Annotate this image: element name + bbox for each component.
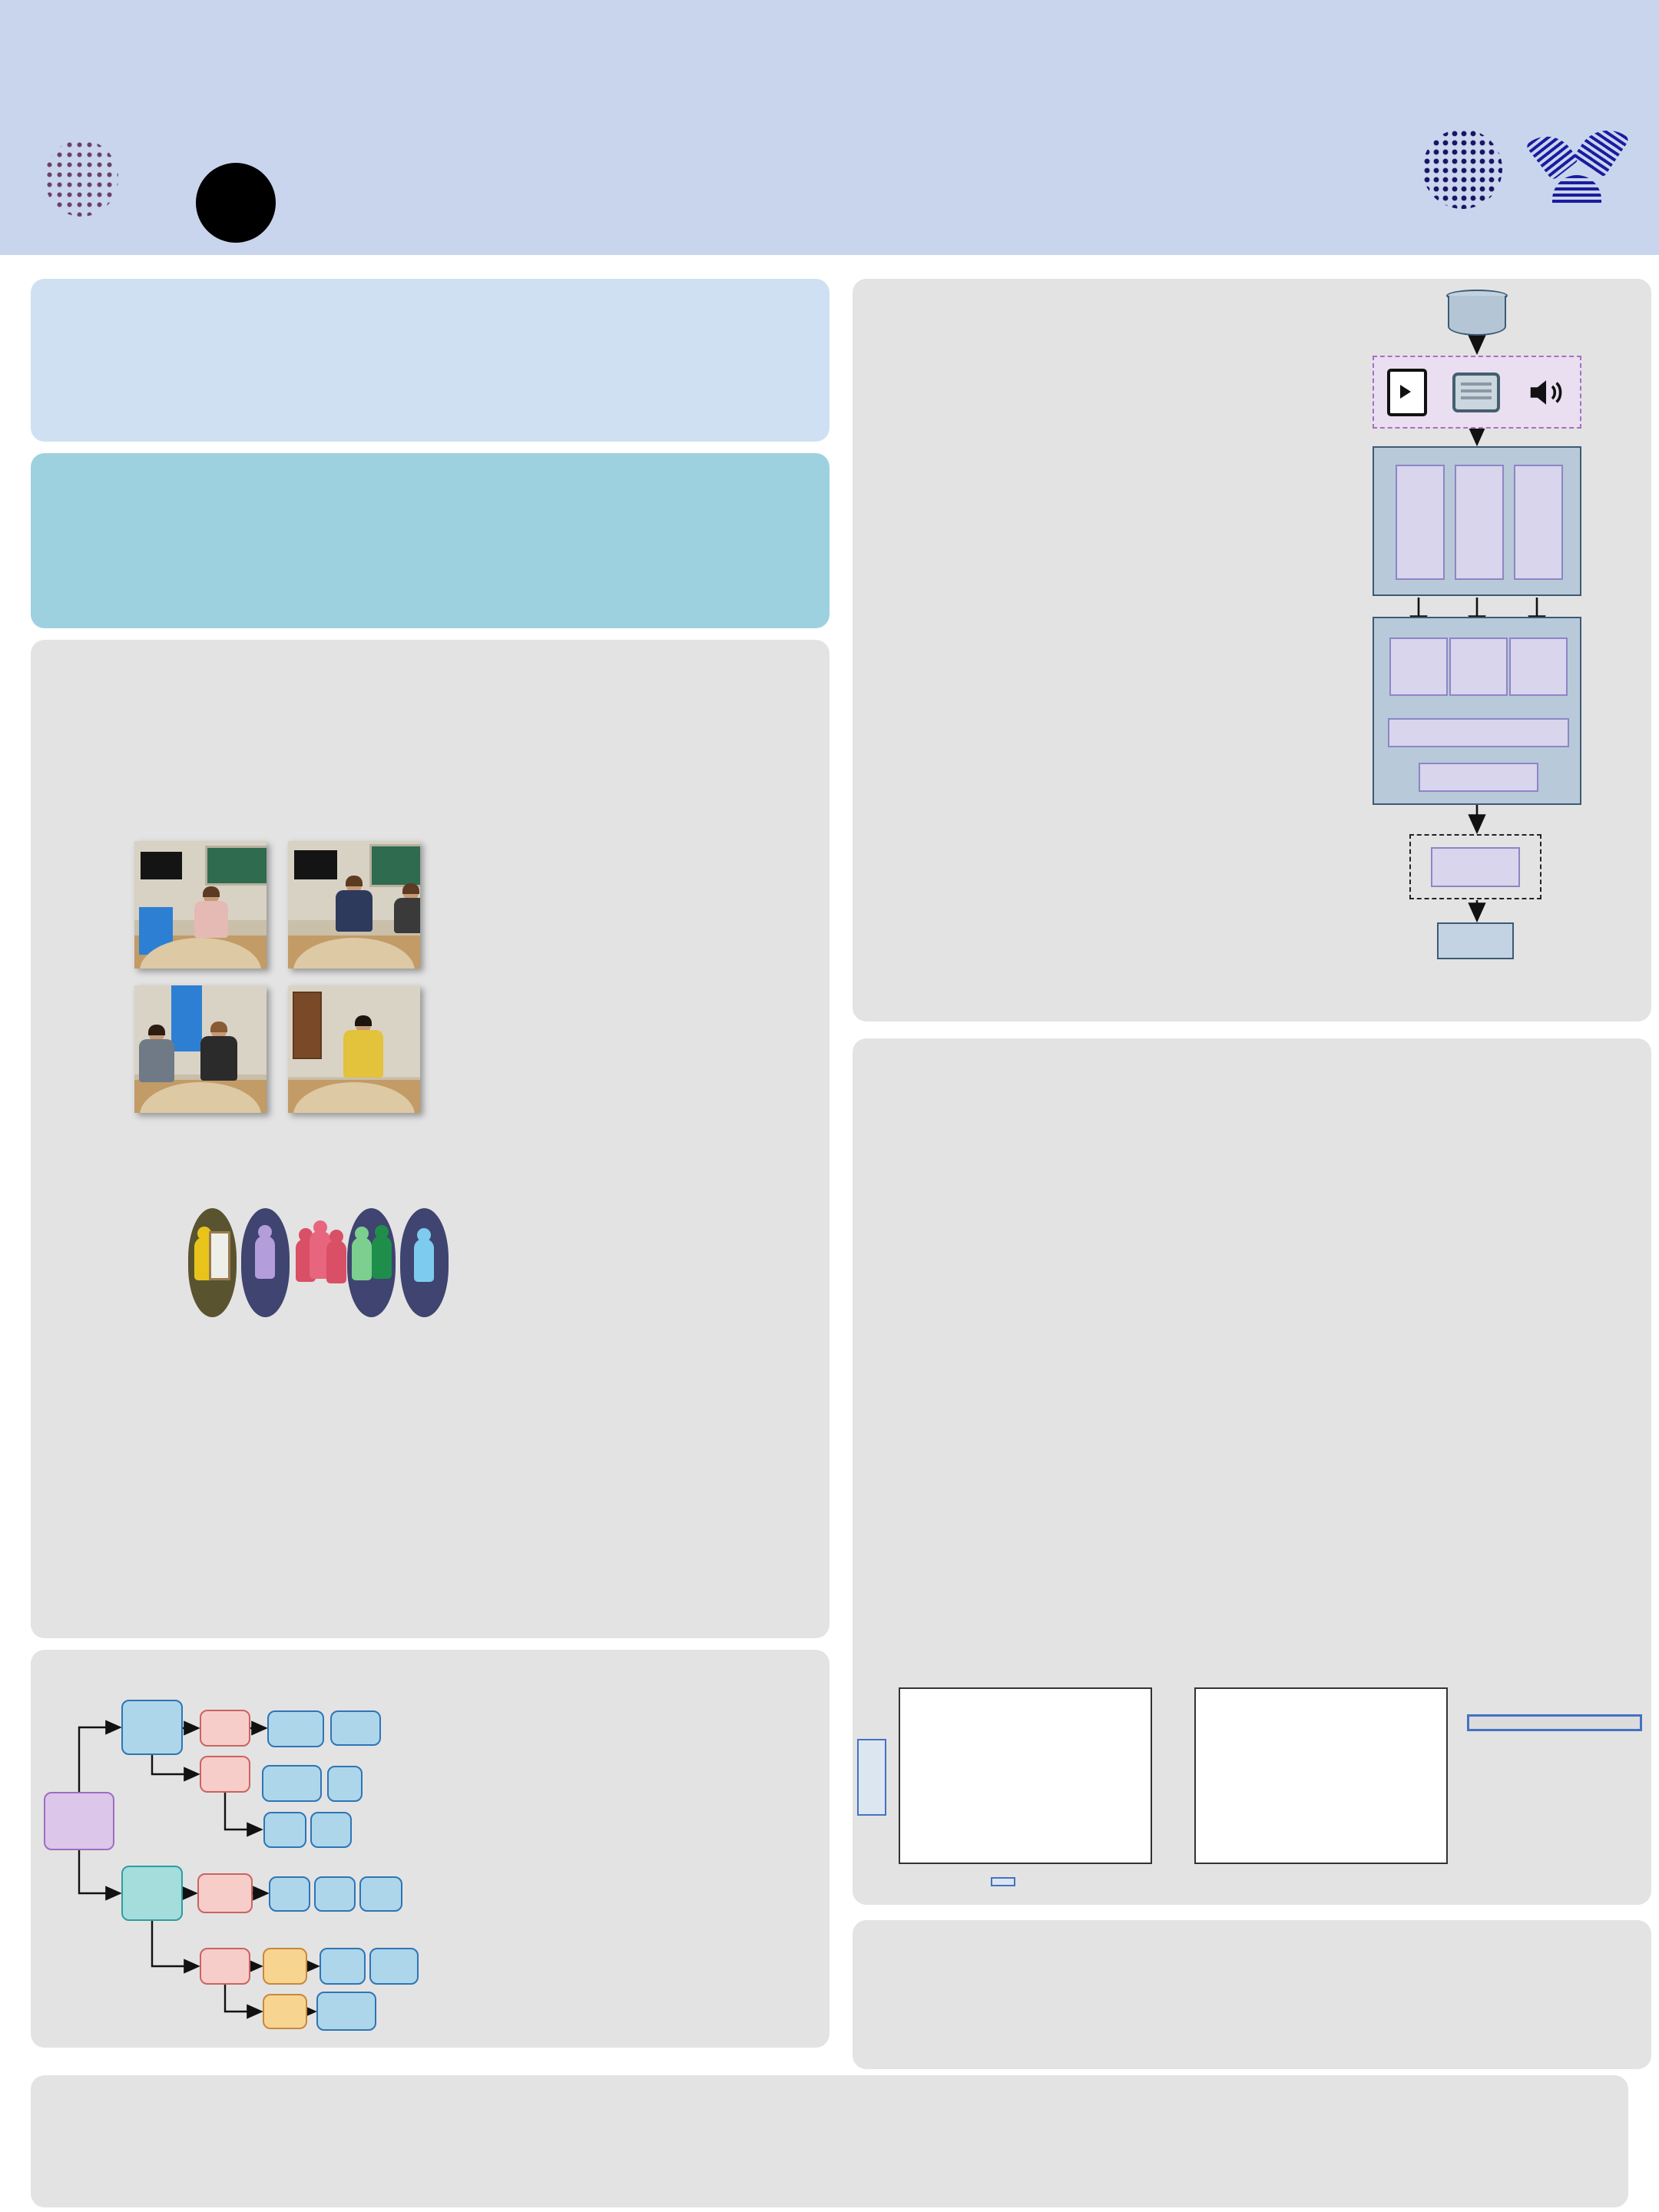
plot-legend bbox=[1467, 1714, 1642, 1731]
rw-node-modality-cross-attention bbox=[369, 1948, 419, 1985]
introduction-panel bbox=[31, 640, 830, 1638]
research-problem-panel bbox=[31, 279, 830, 442]
rnn-box-2 bbox=[1449, 637, 1508, 696]
openness-figure-icon bbox=[188, 1208, 237, 1317]
rnn-box-3 bbox=[1509, 637, 1568, 696]
concatenation-box bbox=[1388, 718, 1569, 747]
big-five-illustration bbox=[188, 1208, 449, 1323]
person bbox=[139, 1027, 174, 1082]
chalkboard bbox=[369, 844, 420, 887]
rw-node-recent-approaches bbox=[121, 1866, 183, 1921]
related-work-panel bbox=[31, 1650, 830, 2048]
experimental-results-panel bbox=[853, 1038, 1651, 1905]
rw-node-r21d bbox=[359, 1876, 402, 1912]
person bbox=[194, 889, 228, 938]
person bbox=[343, 1018, 383, 1078]
inaoe-logo bbox=[1527, 121, 1627, 207]
rw-node-datasets bbox=[121, 1700, 183, 1755]
conclusion-panel bbox=[853, 1920, 1651, 2069]
rw-node-firstimpressions bbox=[262, 1765, 322, 1802]
chalkboard bbox=[205, 846, 267, 886]
rw-node-sbert bbox=[269, 1876, 310, 1912]
rw-node-semaine bbox=[310, 1812, 352, 1848]
lxai-logo bbox=[196, 163, 276, 243]
speaker-icon bbox=[1525, 372, 1567, 413]
neurips-dots-icon bbox=[45, 140, 118, 217]
person bbox=[394, 886, 420, 933]
rw-node-models bbox=[200, 1948, 250, 1985]
feature-extractors-box bbox=[1373, 446, 1581, 596]
conacyt-dots-icon bbox=[1422, 129, 1502, 209]
door bbox=[293, 992, 322, 1059]
scatter-plot-before bbox=[899, 1687, 1152, 1864]
dense-layer-box bbox=[1419, 763, 1538, 792]
inaoe-fan-icon bbox=[1531, 121, 1623, 206]
rw-node-sspnet bbox=[267, 1710, 324, 1747]
extraversion-figures-icon bbox=[294, 1208, 343, 1317]
ocean-output-box bbox=[1437, 922, 1514, 959]
monitor-id bbox=[294, 850, 337, 879]
rw-node-feature-extraction bbox=[197, 1873, 253, 1913]
agreeableness-figures-icon bbox=[347, 1208, 396, 1317]
rw-node-unimodal bbox=[200, 1710, 250, 1747]
scatter-plot-after bbox=[1194, 1687, 1448, 1864]
person bbox=[336, 878, 373, 932]
modalities-box bbox=[1373, 356, 1581, 429]
y-axis-label bbox=[857, 1739, 886, 1816]
x-axis-label bbox=[991, 1877, 1015, 1886]
photo-session-3 bbox=[134, 985, 267, 1113]
udiva-database bbox=[1448, 296, 1506, 336]
neuroticism-figure-icon bbox=[400, 1208, 449, 1317]
interaction-photos bbox=[134, 841, 420, 1113]
photo-session-2 bbox=[288, 841, 420, 969]
video-file-icon bbox=[1387, 369, 1427, 416]
rw-node-vggish bbox=[314, 1876, 356, 1912]
methodology-flowchart bbox=[1363, 293, 1649, 1011]
text-document-icon bbox=[1452, 373, 1500, 412]
conacyt-logo bbox=[1422, 129, 1502, 210]
photo-session-4 bbox=[288, 985, 420, 1113]
rw-node-apr bbox=[44, 1792, 114, 1850]
neurips-logo bbox=[45, 140, 121, 217]
proposed-solution-panel bbox=[31, 453, 830, 628]
fasttext-box bbox=[1455, 465, 1504, 580]
rw-node-friendspersona bbox=[330, 1710, 381, 1746]
conscientiousness-figure-icon bbox=[241, 1208, 290, 1317]
rnn-box-1 bbox=[1389, 637, 1448, 696]
person bbox=[200, 1024, 237, 1081]
rw-node-mhhri bbox=[327, 1766, 363, 1802]
rw-node-multimodal bbox=[200, 1756, 250, 1793]
header bbox=[0, 0, 1659, 255]
rw-node-transformer-architecture bbox=[263, 1948, 307, 1985]
rnn-block bbox=[1373, 617, 1581, 805]
rw-node-udiva bbox=[263, 1812, 306, 1848]
banner-b bbox=[171, 985, 202, 1051]
rw-node-nas bbox=[316, 1992, 376, 2031]
methodology-panel bbox=[853, 279, 1651, 1022]
landmarks-box bbox=[1396, 465, 1445, 580]
related-work-flowchart bbox=[31, 1696, 830, 2048]
monitor-id bbox=[141, 852, 182, 879]
photo-session-1 bbox=[134, 841, 267, 969]
rw-node-mlp bbox=[263, 1994, 307, 2029]
references-panel bbox=[31, 2075, 1628, 2207]
vggish-box bbox=[1514, 465, 1563, 580]
rw-node-participant-cross-attention bbox=[320, 1948, 366, 1985]
inference-mechanism-box bbox=[1431, 847, 1520, 887]
